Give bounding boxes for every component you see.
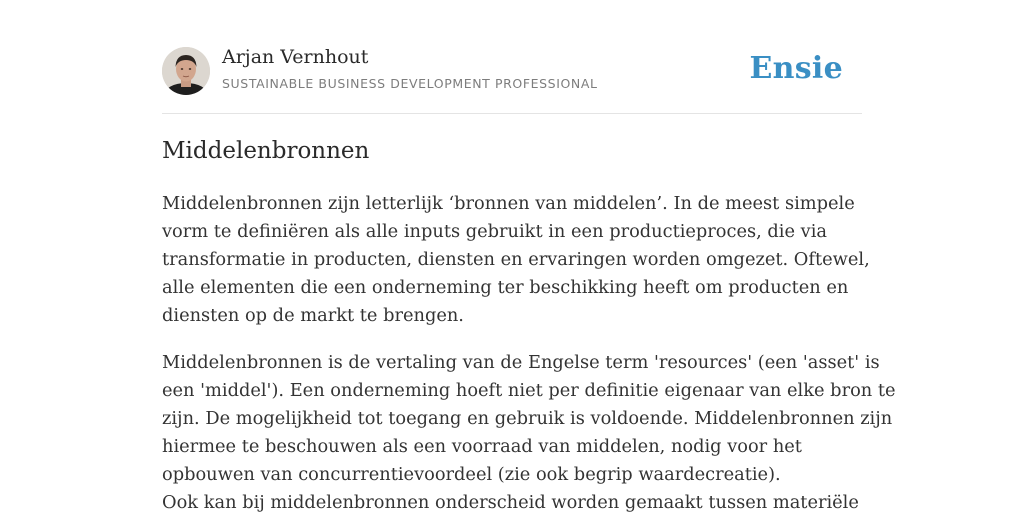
paragraph-line: transformatie in producten, diensten en ervaringen worden omgezet. Oftewel,	[162, 249, 870, 270]
paragraph-line: diensten op de markt te brengen.	[162, 305, 464, 326]
paragraph-line: zijn. De mogelijkheid tot toegang en gebruik is voldoende. Middelenbronnen zijn	[162, 408, 893, 429]
paragraph-line: opbouwen van concurrentievoordeel (zie ook begrip waardecreatie).	[162, 464, 781, 485]
author-avatar[interactable]	[162, 47, 210, 95]
paragraph-1	[162, 190, 870, 330]
paragraph-line: alle elementen die een onderneming ter beschikking heeft om producten en	[162, 277, 849, 298]
paragraph-2	[162, 349, 896, 512]
author-header	[162, 46, 862, 96]
paragraph-line: Middelenbronnen zijn letterlijk ‘bronnen van middelen’. In de meest simpele	[162, 193, 855, 214]
author-name[interactable]: Arjan Vernhout	[222, 46, 369, 68]
paragraph-line: Ook kan bij middelenbronnen onderscheid worden gemaakt tussen materiële	[162, 492, 859, 512]
paragraph-line: vorm te definiëren als alle inputs gebruikt in een productieproces, die via	[162, 221, 827, 242]
header-divider	[162, 113, 862, 114]
paragraph-line: hiermee te beschouwen als een voorraad van middelen, nodig voor het	[162, 436, 802, 457]
article-body	[162, 190, 896, 512]
author-role: SUSTAINABLE BUSINESS DEVELOPMENT PROFESSIONAL	[222, 76, 598, 91]
paragraph-line: een 'middel'). Een onderneming hoeft niet per definitie eigenaar van elke bron te	[162, 380, 896, 401]
paragraph-line: Middelenbronnen is de vertaling van de Engelse term 'resources' (een 'asset' is	[162, 352, 880, 373]
article-title: Middelenbronnen	[162, 138, 370, 164]
ensie-logo[interactable]: Ensie	[749, 51, 843, 86]
author-photo-icon	[162, 47, 210, 95]
paragraph-spacer	[162, 330, 862, 349]
